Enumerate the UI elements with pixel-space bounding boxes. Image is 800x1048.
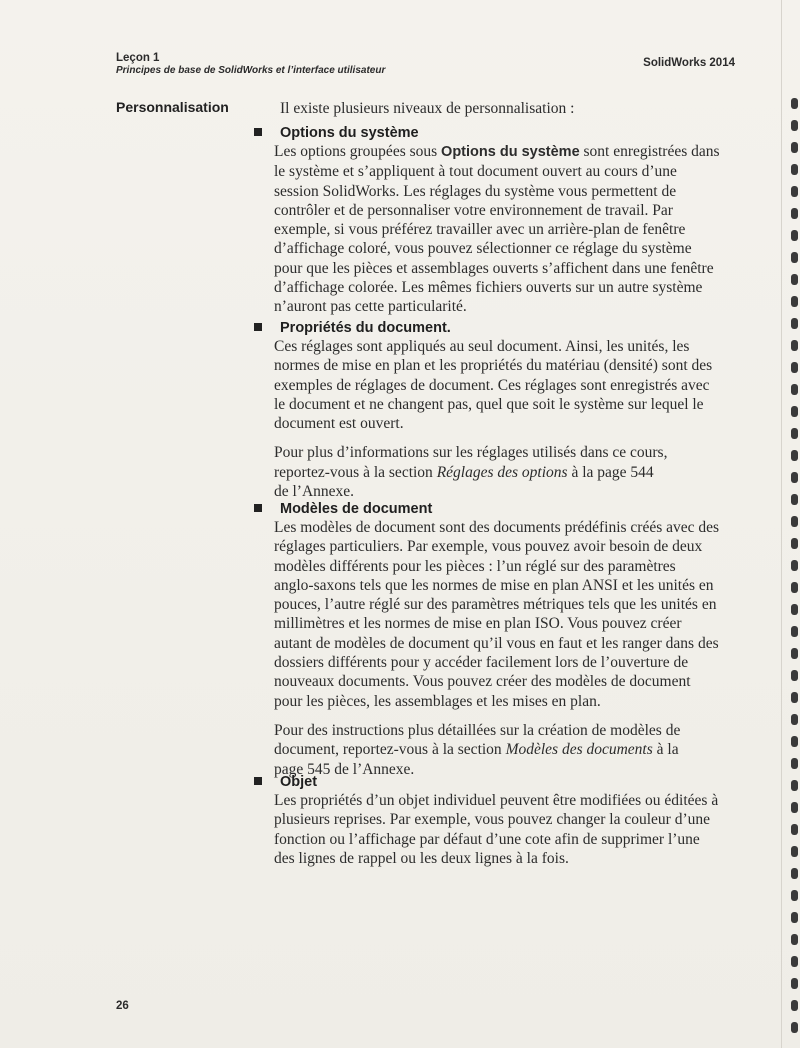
binding-hole-icon <box>791 692 798 703</box>
item-title: Options du système <box>280 125 419 141</box>
binding-hole-icon <box>791 406 798 417</box>
text-line: réglages particuliers. Par exemple, vous pouvez avoir besoin de deux <box>274 538 703 556</box>
text-line: plusieurs reprises. Par exemple, vous pouvez changer la couleur d’une <box>274 811 711 829</box>
item-title: Modèles de document <box>280 501 433 517</box>
binding-hole-icon <box>791 296 798 307</box>
binding-hole-icon <box>791 274 798 285</box>
binding-hole-icon <box>791 230 798 241</box>
text-line: pour que les pièces et assemblages ouverts s’affichent dans une fenêtre <box>274 259 714 277</box>
text-line: Pour des instructions plus détaillées sur la création de modèles de <box>274 721 681 739</box>
item-title: Objet <box>280 774 318 790</box>
text-line: Les propriétés d’un objet individuel peuvent être modifiées ou éditées à <box>274 792 719 809</box>
section-title: Personnalisation <box>116 99 229 115</box>
text-line: millimètres et les normes de mise en plan ISO. Vous pouvez créer <box>274 615 682 633</box>
text-line: d’affichage coloré, vous pouvez sélectionner ce réglage du système <box>274 240 692 258</box>
text-line: n’auront pas cette particularité. <box>274 298 467 316</box>
binding-hole-icon <box>791 208 798 219</box>
text-line: Les modèles de document sont des documents prédéfinis créés avec des <box>274 519 720 536</box>
bullet-square-icon <box>254 128 262 136</box>
text-line: modèles différents pour les pièces : l’un réglé sur des paramètres <box>274 557 676 575</box>
binding-hole-icon <box>791 516 798 527</box>
binding-hole-icon <box>791 560 798 571</box>
binding-hole-icon <box>791 648 798 659</box>
binding-hole-icon <box>791 164 798 175</box>
binding-hole-icon <box>791 780 798 791</box>
binding-hole-icon <box>791 824 798 835</box>
text-line: contrôler et de personnaliser votre environnement de travail. Par <box>274 201 673 219</box>
binding-hole-icon <box>791 890 798 901</box>
list-item-object <box>274 773 740 868</box>
list-item-document-templates <box>274 500 740 779</box>
binding-hole-icon <box>791 758 798 769</box>
item-title: Propriétés du document. <box>280 320 451 336</box>
text-segment: document, reportez-vous à la section <box>274 741 506 759</box>
binding-hole-icon <box>791 912 798 923</box>
text-segment: à la page 544 <box>567 463 654 481</box>
binding-hole-icon <box>791 714 798 725</box>
text-line: dossiers différents pour y accéder facilement lors de l’ouverture de <box>274 654 689 672</box>
text-line <box>274 142 740 162</box>
lesson-label: Leçon 1 <box>116 52 160 64</box>
text-line: fonction ou l’affichage par défaut d’une cote afin de supprimer l’une <box>274 830 700 848</box>
binding-hole-icon <box>791 934 798 945</box>
item-note <box>274 443 740 501</box>
binding-hole-icon <box>791 384 798 395</box>
text-line: des lignes de rappel ou les deux lignes à la fois. <box>274 849 569 867</box>
text-segment: sont enregistrées dans <box>579 143 720 160</box>
binding-hole-icon <box>791 868 798 879</box>
item-paragraph <box>274 791 740 868</box>
binding-hole-icon <box>791 1000 798 1011</box>
emphasis-text: Réglages des options <box>436 463 568 481</box>
emphasis-text: Options du système <box>441 144 580 160</box>
bullet-square-icon <box>254 777 262 785</box>
list-item-system-options <box>274 124 740 317</box>
binding-hole-icon <box>791 340 798 351</box>
binding-hole-icon <box>791 626 798 637</box>
binding-hole-icon <box>791 450 798 461</box>
running-header <box>116 52 385 77</box>
bullet-square-icon <box>254 504 262 512</box>
binding-hole-icon <box>791 428 798 439</box>
binding-hole-icon <box>791 670 798 681</box>
list-item-document-properties <box>274 319 740 501</box>
text-line: page 545 de l’Annexe. <box>274 760 415 778</box>
text-line: le document et ne changent pas, quel que soit le système sur lequel le <box>274 395 704 413</box>
text-line: exemples de réglages de document. Ces réglages sont enregistrés avec <box>274 376 710 394</box>
text-line <box>274 740 740 759</box>
binding-hole-icon <box>791 604 798 615</box>
intro-text: Il existe plusieurs niveaux de personnalisation : <box>280 100 575 117</box>
binding-hole-icon <box>791 538 798 549</box>
binding-hole-icon <box>791 846 798 857</box>
text-line: Ces réglages sont appliqués au seul document. Ainsi, les unités, les <box>274 338 690 355</box>
binding-hole-icon <box>791 978 798 989</box>
text-line: pour les pièces, les assemblages et les mises en plan. <box>274 692 601 710</box>
binding-hole-icon <box>791 802 798 813</box>
binding-hole-icon <box>791 956 798 967</box>
text-line: anglo-saxons tels que les normes de mise en plan ANSI et les unités en <box>274 576 714 594</box>
binding-hole-icon <box>791 736 798 747</box>
text-line: de l’Annexe. <box>274 483 355 501</box>
item-paragraph <box>274 337 740 433</box>
text-line: session SolidWorks. Les réglages du système vous permettent de <box>274 182 677 200</box>
item-paragraph <box>274 142 740 317</box>
bullet-square-icon <box>254 323 262 331</box>
lesson-subtitle: Principes de base de SolidWorks et l’interface utilisateur <box>116 65 386 76</box>
binding-hole-icon <box>791 362 798 373</box>
text-line: document est ouvert. <box>274 415 404 433</box>
page-number: 26 <box>116 1000 129 1012</box>
product-name: SolidWorks 2014 <box>643 57 735 69</box>
text-segment: à la <box>652 741 679 759</box>
binding-hole-icon <box>791 318 798 329</box>
text-segment: Les options groupées sous <box>274 143 442 160</box>
text-line: pouces, l’autre réglé sur des paramètres métriques tels que les unités en <box>274 596 717 614</box>
binding-hole-icon <box>791 494 798 505</box>
page-edge-shadow <box>781 0 782 1048</box>
binding-hole-icon <box>791 120 798 131</box>
binding-hole-icon <box>791 252 798 263</box>
text-line: Pour plus d’informations sur les réglages utilisés dans ce cours, <box>274 444 668 462</box>
text-line: nouveaux documents. Vous pouvez créer des modèles de document <box>274 673 691 691</box>
text-line: exemple, si vous préférez travailler avec un arrière-plan de fenêtre <box>274 221 686 239</box>
text-line: normes de mise en plan et les propriétés du matériau (densité) sont des <box>274 357 713 375</box>
text-line <box>274 463 740 482</box>
item-paragraph <box>274 518 740 711</box>
binding-hole-icon <box>791 1022 798 1033</box>
text-line: d’affichage colorée. Les mêmes fichiers ouverts sur un autre système <box>274 279 703 297</box>
binding-hole-icon <box>791 582 798 593</box>
text-segment: reportez-vous à la section <box>274 463 437 481</box>
emphasis-text: Modèles des documents <box>505 741 653 759</box>
binding-hole-icon <box>791 472 798 483</box>
text-line: autant de modèles de document qu’il vous en faut et les ranger dans des <box>274 634 719 652</box>
text-line: le système et s’appliquent à tout document ouvert au cours d’une <box>274 163 677 181</box>
binding-hole-icon <box>791 98 798 109</box>
binding-hole-icon <box>791 186 798 197</box>
binding-holes <box>786 0 800 1048</box>
binding-hole-icon <box>791 142 798 153</box>
item-note <box>274 721 740 779</box>
